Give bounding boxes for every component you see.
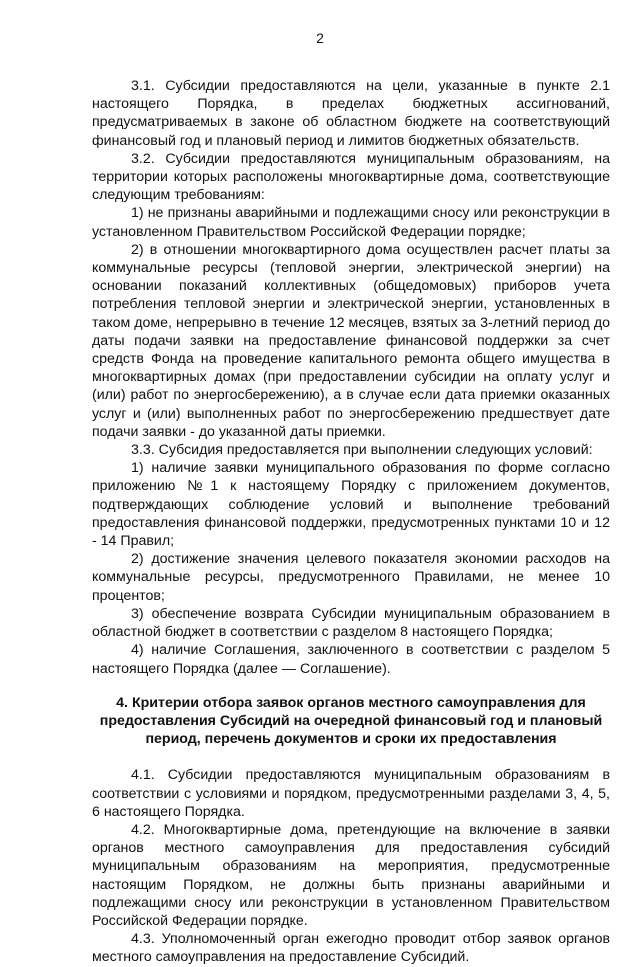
paragraph-3-2-item-2: 2) в отношении многоквартирного дома осуществлен расчет платы за коммунальные ресурсы (тепловой энергии, электрической энергии) на основании показаний коллективных (общедомовых) приборов учета потребления тепловой энергии и электрической энергии, установленных в таком доме, непрерывно в течение 12 месяцев, взятых за 3-летний период до даты подачи заявки на предоставление финансовой поддержки за счет средств Фонда на проведение капитального ремонта общего имущества в многоквартирных домах (при предоставлении субсидии на оплату услуг и (или) работ по энергосбережению), а в случае если дата приемки оказанных услуг и (или) выполненных работ по энергосбережению предшествует дате подачи заявки - до указанной даты приемки. — [92, 241, 610, 440]
paragraph-3-2-item-1: 1) не признаны аварийными и подлежащими сносу или реконструкции в установленном Правительством Российской Федерации порядке; — [92, 205, 610, 240]
document-body — [92, 77, 610, 967]
paragraph-3-3: 3.3. Субсидия предоставляется при выполнении следующих условий: — [131, 442, 593, 459]
paragraph-3-3-item-3: 3) обеспечение возврата Субсидии муниципальным образованием в областной бюджет в соответствии с разделом 8 настоящего Порядка; — [92, 605, 610, 641]
section-heading: 4. Критерии отбора заявок органов местного самоуправления для предоставления Субсидий на очередной финансовый год и плановый период, перечень документов и сроки их предоставления — [99, 694, 603, 748]
paragraph-3-3-item-4: 4) наличие Соглашения, заключенного в соответствии с разделом 5 настоящего Порядка (далее — Соглашение). — [92, 642, 610, 677]
paragraph-4-1: 4.1. Субсидии предоставляются муниципальным образованиям в соответствии с условиями и порядком, предусмотренными разделами 3, 4, 5, 6 настоящего Порядка. — [92, 767, 610, 820]
paragraph-3-2: 3.2. Субсидии предоставляются муниципальным образованиям, на территории которых расположены многоквартирные дома, соответствующие следующим требованиям: — [92, 150, 610, 204]
paragraph-3-1: 3.1. Субсидии предоставляются на цели, указанные в пункте 2.1 настоящего Порядка, в пределах бюджетных ассигнований, предусматриваемых в законе об областном бюджете на соответствующий финансовый год и плановый период и лимитов бюджетных обязательств. — [92, 78, 610, 149]
paragraph-3-3-item-1: 1) наличие заявки муниципального образования по форме согласно приложению №1 к настоящему Порядку с приложением документов, подтверждающих соблюдение условий и выполнение требований предоставления финансовой поддержки, предусмотренных пунктами 10 и 12 - 14 Правил; — [92, 460, 610, 550]
paragraph-4-2: 4.2. Многоквартирные дома, претендующие на включение в заявки органов местного самоуправления для предоставления субсидий муниципальным образованиям на мероприятия, предусмотренные настоящим Порядком, не должны быть признаны аварийными и подлежащими сносу или реконструкции в установленном Правительством Российской Федерации порядке. — [92, 821, 610, 929]
page-number: 2 — [316, 30, 324, 46]
paragraph-4-3: 4.3. Уполномоченный орган ежегодно проводит отбор заявок органов местного самоуправления на предоставление Субсидий. — [92, 931, 610, 966]
paragraph-3-3-item-2: 2) достижение значения целевого показателя экономии расходов на коммунальные ресурсы, предусмотренного Правилами, не менее 10 процентов; — [92, 551, 610, 604]
